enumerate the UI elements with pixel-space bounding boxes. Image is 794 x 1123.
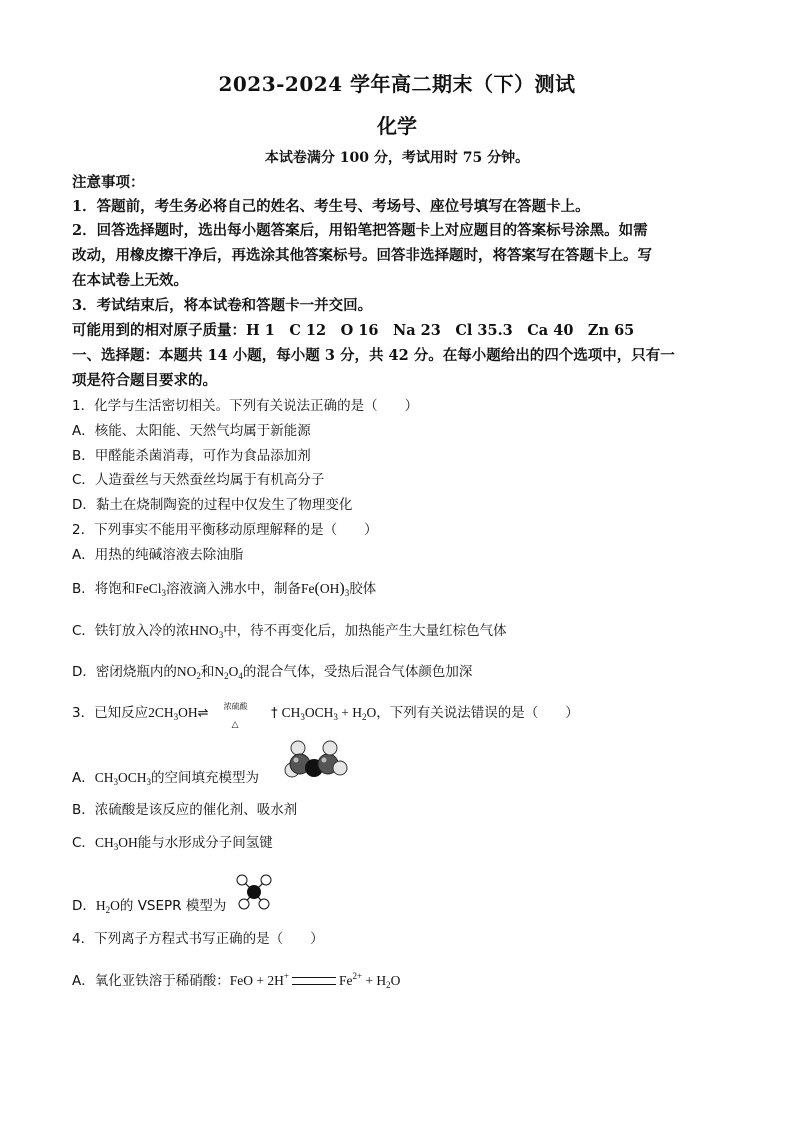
q4-stem: 4．下列离子方程式书写正确的是（ ） bbox=[72, 931, 324, 947]
q2-stem: 2．下列事实不能用平衡移动原理解释的是（ ） bbox=[72, 522, 378, 538]
dimethyl-ether-space-filling-model bbox=[278, 738, 352, 780]
q3-option-b: B．浓硫酸是该反应的催化剂、吸水剂 bbox=[72, 802, 298, 818]
note-1: 1．答题前，考生务必将自己的姓名、考生号、考场号、座位号填写在答题卡上。 bbox=[72, 198, 590, 215]
q3-option-c: C．$CH_3OH$能与水形成分子间氢键 bbox=[72, 835, 273, 852]
water-vsepr-model bbox=[234, 872, 274, 912]
q3-option-d: D．$H_2O$的 VSEPR 模型为 bbox=[72, 898, 227, 915]
q2-option-d: D．密闭烧瓶内的$NO_2$和$N_2O_4$的混合气体，受热后混合气体颜色加深 bbox=[72, 664, 473, 681]
reaction-arrow: ⇌ 浓硫酸 △ † bbox=[197, 702, 278, 730]
note-3: 3．考试结束后，将本试卷和答题卡一并交回。 bbox=[72, 297, 373, 314]
note-2-line-1: 2．回答选择题时，选出每小题答案后，用铅笔把答题卡上对应题目的答案标号涂黑。如需 bbox=[72, 222, 648, 239]
subject-title: 化学 bbox=[377, 114, 417, 138]
note-2-line-3: 在本试卷上无效。 bbox=[72, 272, 188, 289]
note-2-line-2: 改动，用橡皮擦干净后，再选涂其他答案标号。回答非选择题时，将答案写在答题卡上。写 bbox=[72, 247, 652, 264]
q3-option-a: A．$CH_3OCH_3$的空间填充模型为 bbox=[72, 770, 260, 787]
q1-option-b: B．甲醛能杀菌消毒，可作为食品添加剂 bbox=[72, 448, 311, 464]
section-heading-line-1: 一、选择题：本题共 14 小题，每小题 3 分，共 42 分。在每小题给出的四个选项中，只有一 bbox=[72, 347, 675, 364]
atomic-masses: 可能用到的相对原子质量：H 1 C 12 O 16 Na 23 Cl 35.3 Ca 40 Zn 65 bbox=[72, 322, 635, 339]
exam-info: 本试卷满分 100 分，考试用时 75 分钟。 bbox=[264, 150, 530, 166]
q2-option-a: A．用热的纯碱溶液去除油脂 bbox=[72, 547, 244, 563]
q1-option-d: D．黏土在烧制陶瓷的过程中仅发生了物理变化 bbox=[72, 497, 353, 513]
q1-option-c: C．人造蚕丝与天然蚕丝均属于有机高分子 bbox=[72, 472, 325, 488]
equals-sign bbox=[292, 977, 336, 985]
exam-title: 2023-2024 学年高二期末（下）测试 bbox=[218, 72, 576, 96]
q2-option-c: C．铁钉放入冷的浓$HNO_3$中，待不再变化后，加热能产生大量红棕色气体 bbox=[72, 623, 507, 640]
q2-option-b: B．将饱和FeCl$_3$溶液滴入沸水中，制备$Fe(OH)_3$胶体 bbox=[72, 580, 377, 598]
notes-heading: 注意事项： bbox=[72, 174, 145, 191]
q1-option-a: A．核能、太阳能、天然气均属于新能源 bbox=[72, 423, 311, 439]
q3-stem: 3．已知反应$2CH_3OH$ ⇌ 浓硫酸 △ † $CH_3OCH_3 + H_2O$，下列有关说法错误的是（ ） bbox=[72, 702, 579, 730]
section-heading-line-2: 项是符合题目要求的。 bbox=[72, 372, 217, 389]
q1-stem: 1．化学与生活密切相关。下列有关说法正确的是（ ） bbox=[72, 398, 419, 414]
q4-option-a: A．氧化亚铁溶于稀硝酸：FeO + 2H+ $Fe^{2+} + H_2O$ bbox=[72, 971, 401, 990]
